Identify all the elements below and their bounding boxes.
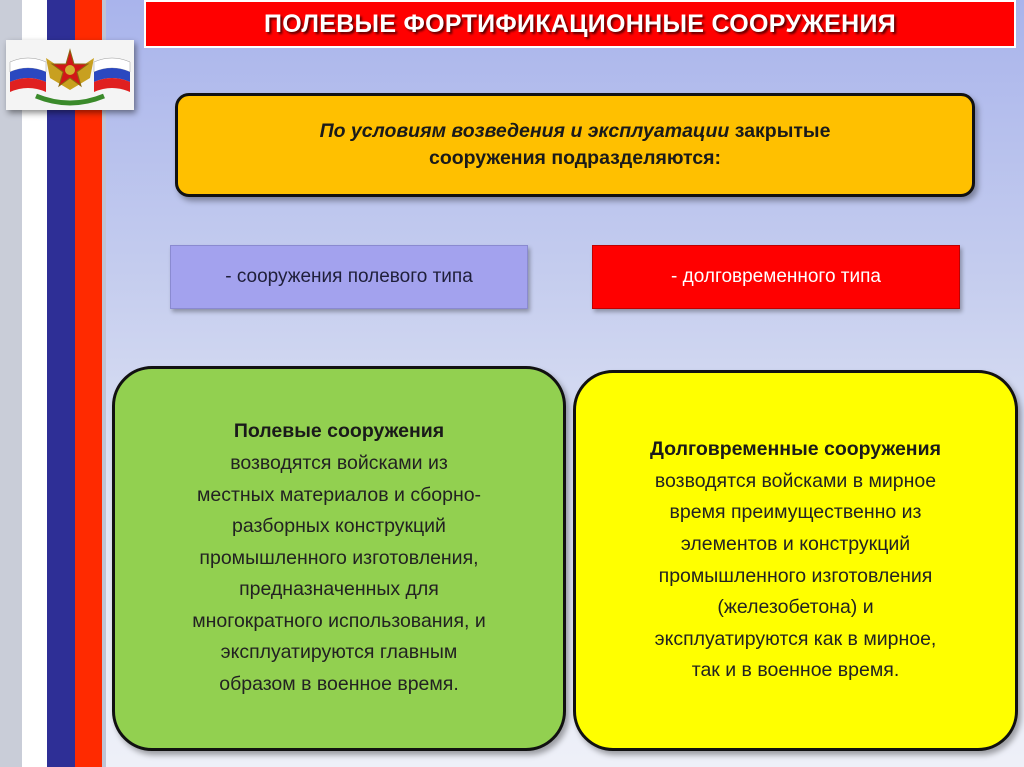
field-card-line: промышленного изготовления, bbox=[199, 546, 479, 569]
field-type-box bbox=[170, 245, 528, 309]
field-card-line: возводятся войсками из bbox=[230, 451, 448, 474]
field-card-line: предназначенных для bbox=[239, 578, 439, 601]
long-card-title: Долговременные сооружения bbox=[650, 438, 941, 461]
long-type-label: - долговременного типа bbox=[671, 266, 881, 287]
long-card-line: возводятся войсками в мирное bbox=[654, 469, 937, 492]
field-card-title: Полевые сооружения bbox=[233, 420, 445, 443]
stripe-red bbox=[75, 0, 102, 767]
intro-line-2: сооружения подразделяются: bbox=[428, 147, 722, 169]
tricolor-stripes bbox=[0, 0, 106, 767]
field-type-label: - сооружения полевого типа bbox=[225, 266, 473, 287]
stripe-blue bbox=[47, 0, 75, 767]
intro-rest-text: закрытые bbox=[729, 119, 831, 142]
intro-box bbox=[175, 93, 975, 197]
field-card-line: многократного использования, и bbox=[192, 609, 486, 632]
field-structures-card bbox=[112, 366, 566, 751]
long-card-line: (железобетона) и bbox=[717, 596, 874, 619]
field-card-line: эксплуатируются главным bbox=[220, 641, 458, 664]
intro-line-1 bbox=[320, 118, 831, 145]
stripe-divider bbox=[102, 0, 106, 767]
field-card-line: образом в военное время. bbox=[219, 673, 459, 696]
russian-armed-forces-emblem-icon bbox=[6, 40, 134, 110]
long-card-line: элементов и конструкций bbox=[680, 532, 911, 555]
intro-italic-text: По условиям возведения и эксплуатации bbox=[319, 119, 730, 142]
slide-title: ПОЛЕВЫЕ ФОРТИФИКАЦИОННЫЕ СООРУЖЕНИЯ bbox=[263, 9, 896, 38]
long-card-line: время преимущественно из bbox=[669, 501, 922, 524]
long-term-structures-card bbox=[573, 370, 1018, 751]
long-card-line: так и в военное время. bbox=[691, 659, 900, 682]
long-type-box bbox=[592, 245, 960, 309]
field-card-line: местных материалов и сборно- bbox=[196, 483, 482, 506]
field-card-line: разборных конструкций bbox=[232, 515, 446, 538]
stripe-grey bbox=[0, 0, 22, 767]
long-card-line: промышленного изготовления bbox=[658, 564, 933, 587]
long-card-line: эксплуатируются как в мирное, bbox=[654, 627, 937, 650]
stripe-white bbox=[22, 0, 47, 767]
slide-title-bar bbox=[144, 0, 1016, 48]
